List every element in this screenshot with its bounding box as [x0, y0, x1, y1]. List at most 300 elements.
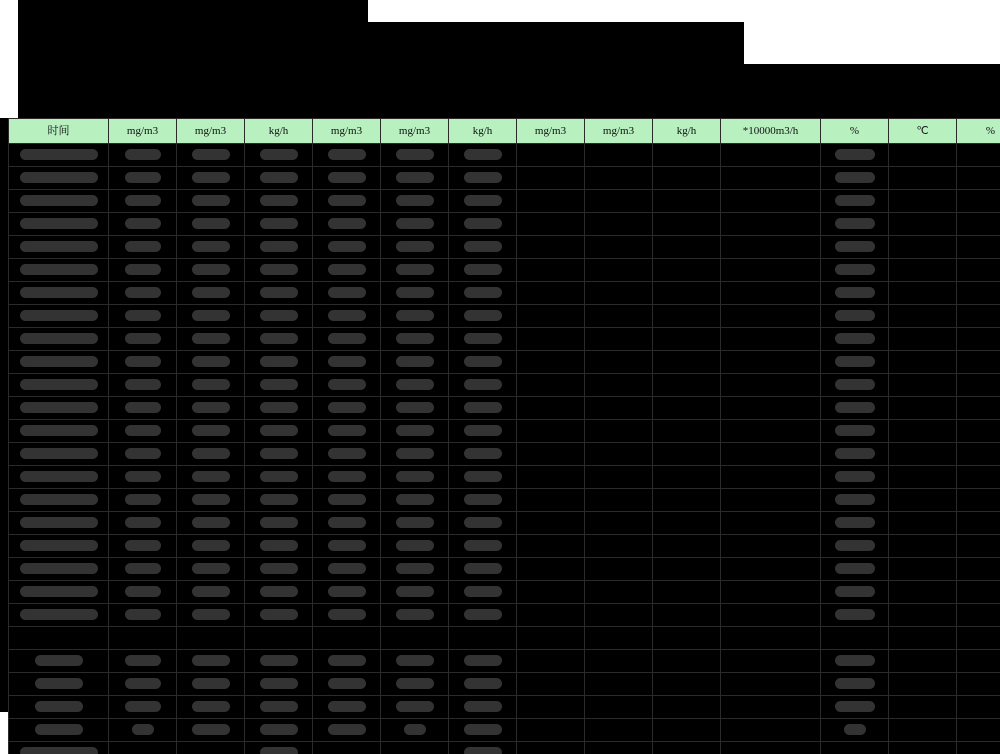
table-cell[interactable] [653, 282, 721, 305]
table-cell[interactable] [957, 282, 1000, 305]
table-cell[interactable] [177, 581, 245, 604]
table-cell[interactable] [653, 305, 721, 328]
table-cell[interactable] [449, 305, 517, 328]
table-cell[interactable] [821, 742, 889, 754]
table-cell[interactable] [653, 420, 721, 443]
table-cell[interactable] [109, 397, 177, 420]
table-cell[interactable] [313, 236, 381, 259]
table-cell[interactable] [585, 328, 653, 351]
table-cell[interactable] [517, 443, 585, 466]
table-cell[interactable] [889, 167, 957, 190]
table-cell[interactable] [177, 420, 245, 443]
table-cell[interactable] [957, 742, 1000, 754]
table-cell[interactable] [585, 696, 653, 719]
table-cell[interactable] [381, 213, 449, 236]
table-cell[interactable] [9, 259, 109, 282]
table-row[interactable] [9, 305, 1000, 328]
table-cell[interactable] [177, 719, 245, 742]
table-cell[interactable] [821, 512, 889, 535]
table-cell[interactable] [889, 466, 957, 489]
table-row[interactable] [9, 512, 1000, 535]
table-cell[interactable] [653, 558, 721, 581]
table-cell[interactable] [449, 190, 517, 213]
table-cell[interactable] [177, 673, 245, 696]
table-cell[interactable] [653, 650, 721, 673]
table-cell[interactable] [821, 535, 889, 558]
table-cell[interactable] [653, 443, 721, 466]
table-cell[interactable] [313, 259, 381, 282]
table-cell[interactable] [721, 259, 821, 282]
table-cell[interactable] [721, 213, 821, 236]
table-cell[interactable] [653, 259, 721, 282]
table-cell[interactable] [721, 420, 821, 443]
table-cell[interactable] [449, 512, 517, 535]
table-cell[interactable] [957, 696, 1000, 719]
table-cell[interactable] [957, 489, 1000, 512]
table-cell[interactable] [381, 604, 449, 627]
table-cell[interactable] [245, 512, 313, 535]
table-cell[interactable] [109, 328, 177, 351]
table-cell[interactable] [889, 420, 957, 443]
table-cell[interactable] [245, 259, 313, 282]
table-cell[interactable] [585, 167, 653, 190]
table-cell[interactable] [381, 535, 449, 558]
table-cell[interactable] [109, 213, 177, 236]
table-cell[interactable] [449, 604, 517, 627]
table-cell[interactable] [449, 236, 517, 259]
table-cell[interactable] [449, 535, 517, 558]
table-cell[interactable] [381, 719, 449, 742]
table-cell[interactable] [889, 627, 957, 650]
table-cell[interactable] [889, 535, 957, 558]
table-cell[interactable] [109, 374, 177, 397]
table-cell[interactable] [653, 581, 721, 604]
table-cell[interactable] [889, 558, 957, 581]
table-cell[interactable] [245, 604, 313, 627]
table-cell[interactable] [177, 397, 245, 420]
table-cell[interactable] [721, 282, 821, 305]
table-cell[interactable] [177, 144, 245, 167]
table-cell[interactable] [957, 167, 1000, 190]
table-cell[interactable] [721, 167, 821, 190]
table-row[interactable] [9, 719, 1000, 742]
table-cell[interactable] [821, 144, 889, 167]
table-cell[interactable] [313, 719, 381, 742]
table-cell[interactable] [653, 696, 721, 719]
table-row[interactable] [9, 581, 1000, 604]
table-cell[interactable] [109, 581, 177, 604]
table-cell[interactable] [381, 305, 449, 328]
table-cell[interactable] [721, 236, 821, 259]
table-cell[interactable] [449, 742, 517, 754]
table-cell[interactable] [889, 604, 957, 627]
table-cell[interactable] [821, 328, 889, 351]
table-cell[interactable] [381, 627, 449, 650]
table-cell[interactable] [177, 282, 245, 305]
table-cell[interactable] [449, 650, 517, 673]
table-cell[interactable] [381, 443, 449, 466]
table-cell[interactable] [109, 351, 177, 374]
table-cell[interactable] [381, 190, 449, 213]
table-cell[interactable] [721, 650, 821, 673]
table-row[interactable] [9, 558, 1000, 581]
table-cell[interactable] [9, 581, 109, 604]
table-cell[interactable] [585, 259, 653, 282]
table-row[interactable] [9, 627, 1000, 650]
table-cell[interactable] [313, 167, 381, 190]
table-cell[interactable] [721, 397, 821, 420]
table-cell[interactable] [889, 673, 957, 696]
table-cell[interactable] [957, 581, 1000, 604]
table-row[interactable] [9, 144, 1000, 167]
table-cell[interactable] [721, 305, 821, 328]
table-cell[interactable] [517, 742, 585, 754]
table-cell[interactable] [9, 489, 109, 512]
table-cell[interactable] [721, 351, 821, 374]
table-cell[interactable] [449, 328, 517, 351]
table-cell[interactable] [821, 374, 889, 397]
table-row[interactable] [9, 213, 1000, 236]
table-cell[interactable] [449, 696, 517, 719]
table-cell[interactable] [585, 190, 653, 213]
table-cell[interactable] [109, 512, 177, 535]
table-cell[interactable] [381, 351, 449, 374]
table-cell[interactable] [721, 673, 821, 696]
table-cell[interactable] [245, 581, 313, 604]
table-cell[interactable] [177, 627, 245, 650]
table-row[interactable] [9, 696, 1000, 719]
table-cell[interactable] [957, 259, 1000, 282]
table-cell[interactable] [957, 466, 1000, 489]
table-cell[interactable] [245, 443, 313, 466]
table-cell[interactable] [109, 673, 177, 696]
table-cell[interactable] [721, 535, 821, 558]
table-cell[interactable] [517, 673, 585, 696]
table-cell[interactable] [177, 190, 245, 213]
table-cell[interactable] [653, 535, 721, 558]
table-cell[interactable] [313, 742, 381, 754]
table-cell[interactable] [653, 351, 721, 374]
table-cell[interactable] [821, 282, 889, 305]
table-cell[interactable] [109, 144, 177, 167]
table-cell[interactable] [245, 167, 313, 190]
table-row[interactable] [9, 466, 1000, 489]
table-cell[interactable] [313, 305, 381, 328]
table-cell[interactable] [721, 742, 821, 754]
table-cell[interactable] [9, 604, 109, 627]
table-cell[interactable] [889, 489, 957, 512]
table-cell[interactable] [245, 489, 313, 512]
table-cell[interactable] [177, 650, 245, 673]
table-cell[interactable] [517, 719, 585, 742]
table-cell[interactable] [381, 328, 449, 351]
table-cell[interactable] [177, 351, 245, 374]
table-cell[interactable] [957, 512, 1000, 535]
table-cell[interactable] [585, 604, 653, 627]
table-cell[interactable] [449, 466, 517, 489]
table-cell[interactable] [957, 558, 1000, 581]
table-cell[interactable] [721, 604, 821, 627]
table-row[interactable] [9, 259, 1000, 282]
table-cell[interactable] [585, 236, 653, 259]
table-cell[interactable] [9, 742, 109, 754]
table-cell[interactable] [245, 190, 313, 213]
table-cell[interactable] [821, 604, 889, 627]
table-cell[interactable] [245, 305, 313, 328]
table-cell[interactable] [109, 466, 177, 489]
table-cell[interactable] [381, 259, 449, 282]
table-cell[interactable] [313, 466, 381, 489]
table-cell[interactable] [517, 650, 585, 673]
table-cell[interactable] [245, 374, 313, 397]
table-cell[interactable] [653, 328, 721, 351]
table-cell[interactable] [313, 489, 381, 512]
table-cell[interactable] [177, 604, 245, 627]
table-cell[interactable] [517, 558, 585, 581]
table-cell[interactable] [245, 397, 313, 420]
table-cell[interactable] [449, 351, 517, 374]
table-cell[interactable] [177, 489, 245, 512]
table-row[interactable] [9, 374, 1000, 397]
table-cell[interactable] [517, 466, 585, 489]
table-cell[interactable] [109, 282, 177, 305]
table-cell[interactable] [821, 719, 889, 742]
table-cell[interactable] [517, 512, 585, 535]
table-cell[interactable] [9, 512, 109, 535]
table-cell[interactable] [109, 443, 177, 466]
table-cell[interactable] [957, 328, 1000, 351]
table-cell[interactable] [957, 673, 1000, 696]
table-cell[interactable] [9, 236, 109, 259]
table-cell[interactable] [585, 581, 653, 604]
table-row[interactable] [9, 604, 1000, 627]
table-cell[interactable] [821, 581, 889, 604]
table-cell[interactable] [821, 305, 889, 328]
table-cell[interactable] [517, 489, 585, 512]
table-cell[interactable] [957, 374, 1000, 397]
table-cell[interactable] [585, 282, 653, 305]
table-cell[interactable] [889, 581, 957, 604]
table-cell[interactable] [517, 213, 585, 236]
table-cell[interactable] [9, 305, 109, 328]
table-cell[interactable] [449, 374, 517, 397]
table-cell[interactable] [957, 627, 1000, 650]
table-cell[interactable] [9, 167, 109, 190]
table-cell[interactable] [721, 328, 821, 351]
table-cell[interactable] [245, 650, 313, 673]
table-cell[interactable] [653, 627, 721, 650]
table-cell[interactable] [109, 558, 177, 581]
table-cell[interactable] [517, 581, 585, 604]
table-cell[interactable] [109, 190, 177, 213]
table-cell[interactable] [821, 489, 889, 512]
table-cell[interactable] [313, 328, 381, 351]
table-cell[interactable] [517, 236, 585, 259]
table-cell[interactable] [585, 535, 653, 558]
table-cell[interactable] [889, 305, 957, 328]
table-cell[interactable] [9, 144, 109, 167]
table-cell[interactable] [245, 144, 313, 167]
table-cell[interactable] [245, 627, 313, 650]
table-cell[interactable] [109, 604, 177, 627]
table-cell[interactable] [177, 259, 245, 282]
table-cell[interactable] [653, 673, 721, 696]
table-cell[interactable] [821, 673, 889, 696]
table-cell[interactable] [177, 535, 245, 558]
table-cell[interactable] [245, 742, 313, 754]
table-cell[interactable] [889, 213, 957, 236]
table-cell[interactable] [313, 374, 381, 397]
table-cell[interactable] [517, 535, 585, 558]
table-cell[interactable] [653, 374, 721, 397]
table-cell[interactable] [109, 535, 177, 558]
table-cell[interactable] [653, 213, 721, 236]
table-cell[interactable] [821, 420, 889, 443]
table-cell[interactable] [381, 466, 449, 489]
table-cell[interactable] [245, 282, 313, 305]
table-cell[interactable] [449, 259, 517, 282]
table-row[interactable] [9, 351, 1000, 374]
table-cell[interactable] [9, 719, 109, 742]
table-row[interactable] [9, 673, 1000, 696]
table-cell[interactable] [245, 558, 313, 581]
table-cell[interactable] [957, 420, 1000, 443]
table-cell[interactable] [313, 443, 381, 466]
table-cell[interactable] [889, 374, 957, 397]
table-cell[interactable] [313, 282, 381, 305]
table-cell[interactable] [9, 328, 109, 351]
table-cell[interactable] [177, 213, 245, 236]
table-cell[interactable] [721, 190, 821, 213]
table-cell[interactable] [957, 397, 1000, 420]
table-cell[interactable] [653, 489, 721, 512]
table-cell[interactable] [177, 696, 245, 719]
table-cell[interactable] [653, 466, 721, 489]
table-cell[interactable] [653, 236, 721, 259]
table-cell[interactable] [449, 213, 517, 236]
table-cell[interactable] [517, 604, 585, 627]
table-cell[interactable] [313, 604, 381, 627]
table-cell[interactable] [585, 742, 653, 754]
table-cell[interactable] [821, 627, 889, 650]
table-cell[interactable] [821, 351, 889, 374]
table-cell[interactable] [653, 144, 721, 167]
table-cell[interactable] [821, 466, 889, 489]
table-cell[interactable] [585, 351, 653, 374]
table-cell[interactable] [109, 489, 177, 512]
table-cell[interactable] [381, 742, 449, 754]
table-cell[interactable] [245, 696, 313, 719]
table-cell[interactable] [381, 397, 449, 420]
table-cell[interactable] [517, 328, 585, 351]
table-cell[interactable] [245, 719, 313, 742]
table-cell[interactable] [9, 650, 109, 673]
table-cell[interactable] [313, 190, 381, 213]
table-cell[interactable] [517, 259, 585, 282]
table-cell[interactable] [449, 397, 517, 420]
table-row[interactable] [9, 650, 1000, 673]
table-cell[interactable] [449, 443, 517, 466]
table-cell[interactable] [177, 558, 245, 581]
table-cell[interactable] [889, 328, 957, 351]
table-cell[interactable] [517, 305, 585, 328]
table-cell[interactable] [109, 696, 177, 719]
table-cell[interactable] [9, 282, 109, 305]
table-cell[interactable] [889, 397, 957, 420]
table-cell[interactable] [517, 696, 585, 719]
table-cell[interactable] [517, 627, 585, 650]
table-cell[interactable] [313, 650, 381, 673]
table-cell[interactable] [889, 650, 957, 673]
table-cell[interactable] [585, 650, 653, 673]
table-cell[interactable] [889, 443, 957, 466]
table-cell[interactable] [721, 144, 821, 167]
table-cell[interactable] [9, 535, 109, 558]
table-cell[interactable] [585, 420, 653, 443]
table-cell[interactable] [245, 213, 313, 236]
table-cell[interactable] [821, 167, 889, 190]
table-cell[interactable] [653, 190, 721, 213]
table-cell[interactable] [9, 627, 109, 650]
table-cell[interactable] [109, 742, 177, 754]
table-cell[interactable] [449, 558, 517, 581]
table-cell[interactable] [889, 259, 957, 282]
table-cell[interactable] [9, 696, 109, 719]
table-cell[interactable] [381, 696, 449, 719]
table-cell[interactable] [313, 512, 381, 535]
table-cell[interactable] [517, 374, 585, 397]
table-cell[interactable] [517, 282, 585, 305]
table-cell[interactable] [889, 144, 957, 167]
table-cell[interactable] [957, 305, 1000, 328]
table-cell[interactable] [821, 236, 889, 259]
table-row[interactable] [9, 167, 1000, 190]
table-cell[interactable] [245, 236, 313, 259]
table-cell[interactable] [109, 167, 177, 190]
table-cell[interactable] [381, 374, 449, 397]
table-cell[interactable] [653, 719, 721, 742]
table-cell[interactable] [449, 673, 517, 696]
table-cell[interactable] [517, 167, 585, 190]
table-cell[interactable] [245, 466, 313, 489]
table-cell[interactable] [9, 351, 109, 374]
table-cell[interactable] [889, 282, 957, 305]
table-cell[interactable] [177, 236, 245, 259]
table-cell[interactable] [381, 581, 449, 604]
table-cell[interactable] [109, 627, 177, 650]
table-cell[interactable] [9, 397, 109, 420]
table-cell[interactable] [585, 719, 653, 742]
table-cell[interactable] [381, 144, 449, 167]
table-cell[interactable] [721, 374, 821, 397]
table-cell[interactable] [889, 512, 957, 535]
table-cell[interactable] [381, 512, 449, 535]
table-cell[interactable] [821, 213, 889, 236]
table-cell[interactable] [821, 558, 889, 581]
table-cell[interactable] [585, 627, 653, 650]
table-cell[interactable] [517, 397, 585, 420]
table-cell[interactable] [585, 397, 653, 420]
table-row[interactable] [9, 236, 1000, 259]
table-cell[interactable] [449, 719, 517, 742]
table-cell[interactable] [245, 420, 313, 443]
table-cell[interactable] [957, 213, 1000, 236]
table-cell[interactable] [721, 466, 821, 489]
table-cell[interactable] [721, 512, 821, 535]
table-cell[interactable] [449, 420, 517, 443]
table-cell[interactable] [177, 374, 245, 397]
table-cell[interactable] [313, 673, 381, 696]
